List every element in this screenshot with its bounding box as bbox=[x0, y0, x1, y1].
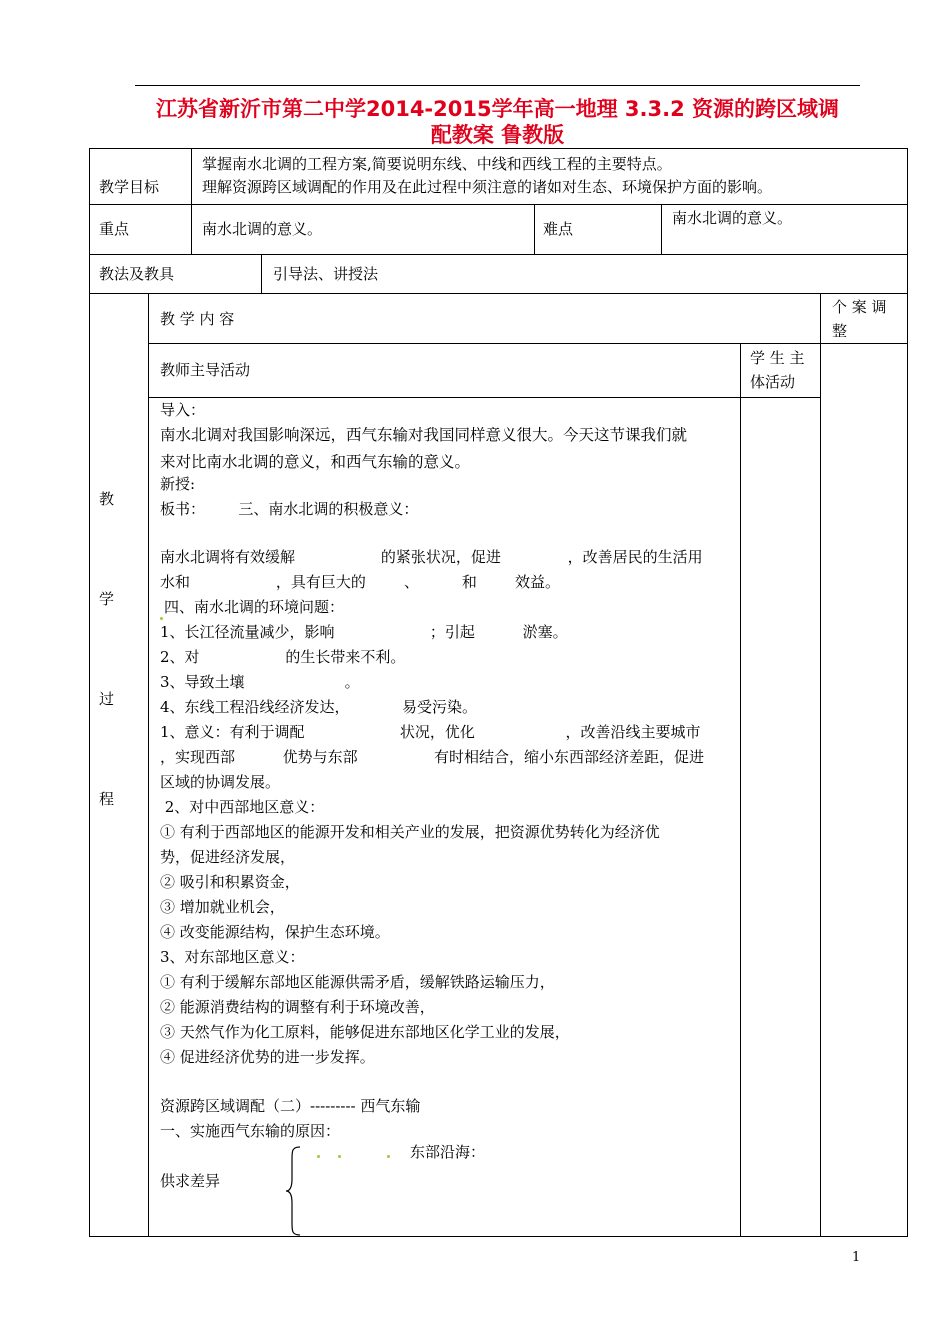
s2-title-text: 四、南水北调的环境问题： bbox=[164, 598, 345, 616]
s2-item-4: 4、东线工程沿线经济发达， 易受污染。 bbox=[160, 698, 477, 716]
process-divider-left bbox=[148, 293, 149, 1237]
s2-item-3: 3、导致土壤 。 bbox=[160, 673, 360, 691]
west-item-1: 一、实施西气东输的原因： bbox=[160, 1122, 341, 1140]
mark-dot bbox=[387, 1155, 390, 1158]
s2-title bbox=[160, 597, 344, 620]
header-rule-1 bbox=[148, 343, 908, 344]
m3-item-2: ② 能源消费结构的调整有利于环境改善， bbox=[160, 998, 435, 1016]
title-line-1: 江苏省新沂市第二中学2014-2015学年高一地理 3.3.2 资源的跨区域调 bbox=[155, 97, 840, 121]
east-coast-label: 东部沿海： bbox=[410, 1143, 486, 1161]
m2-item-4: ④ 改变能源结构，保护生态环境。 bbox=[160, 923, 390, 941]
method-value: 引导法、讲授法 bbox=[273, 265, 379, 283]
content-header: 教 学 内 容 bbox=[160, 310, 235, 328]
m1-line-1: 1、意义：有利于调配 状况，优化 ，改善沿线主要城市 bbox=[160, 723, 701, 741]
header-rule bbox=[135, 85, 860, 86]
supply-label: 供求差异 bbox=[160, 1172, 221, 1190]
side-char-1: 教 bbox=[99, 490, 115, 508]
m2-item-3: ③ 增加就业机会， bbox=[160, 898, 285, 916]
new-label: 新授: bbox=[160, 475, 196, 493]
m2-item-1a: ① 有利于西部地区的能源开发和相关产业的发展，把资源优势转化为经济优 bbox=[160, 823, 660, 841]
goal-divider bbox=[191, 148, 192, 205]
method-divider bbox=[261, 254, 262, 294]
student-header-1: 学 生 主 bbox=[750, 349, 805, 367]
goal-line-2: 理解资源跨区域调配的作用及在此过程中须注意的诸如对生态、环境保护方面的影响。 bbox=[202, 178, 773, 196]
m3-item-3: ③ 天然气作为化工原料，能够促进东部地区化学工业的发展， bbox=[160, 1023, 570, 1041]
m2-title: 2、对中西部地区意义： bbox=[160, 798, 325, 816]
student-divider bbox=[740, 343, 741, 1237]
side-char-3: 过 bbox=[99, 690, 115, 708]
m3-item-1: ① 有利于缓解东部地区能源供需矛盾，缓解铁路运输压力， bbox=[160, 973, 555, 991]
m1-line-3: 区域的协调发展。 bbox=[160, 773, 281, 791]
mark-dot bbox=[338, 1155, 341, 1158]
m3-item-4: ④ 促进经济优势的进一步发挥。 bbox=[160, 1048, 375, 1066]
personal-adjust-1: 个 案 调 bbox=[832, 298, 887, 316]
key-divider-1 bbox=[191, 204, 192, 255]
teacher-header: 教师主导活动 bbox=[160, 361, 251, 379]
s2-item-1: 1、长江径流量减少，影响 ；引起 淤塞。 bbox=[160, 623, 568, 641]
m1-line-2: ，实现西部 优势与东部 有时相结合，缩小东西部经济差距，促进 bbox=[160, 748, 704, 766]
personal-adjust-2: 整 bbox=[832, 322, 848, 340]
m3-title: 3、对东部地区意义： bbox=[160, 948, 305, 966]
key-divider-2 bbox=[534, 204, 535, 255]
key-value: 南水北调的意义。 bbox=[202, 220, 323, 238]
difficult-value: 南水北调的意义。 bbox=[672, 209, 793, 227]
side-char-2: 学 bbox=[99, 590, 115, 608]
m2-item-2: ② 吸引和积累资金， bbox=[160, 873, 300, 891]
key-label: 重点 bbox=[99, 220, 130, 238]
document-title bbox=[130, 96, 865, 148]
m2-item-1b: 势，促进经济发展， bbox=[160, 848, 296, 866]
intro-line-1: 南水北调对我国影响深远，西气东输对我国同样意义很大。今天这节课我们就 bbox=[160, 426, 688, 444]
process-divider-right bbox=[820, 293, 821, 1237]
difficult-label: 难点 bbox=[543, 220, 574, 238]
goal-line-1: 掌握南水北调的工程方案,简要说明东线、中线和西线工程的主要特点。 bbox=[202, 155, 672, 173]
s1-line-1: 南水北调将有效缓解 的紧张状况，促进 ，改善居民的生活用 bbox=[160, 548, 703, 566]
student-header-2: 体活动 bbox=[750, 373, 796, 391]
key-divider-3 bbox=[661, 204, 662, 255]
mark-dot bbox=[317, 1155, 320, 1158]
page-number: 1 bbox=[852, 1250, 861, 1265]
goal-label: 教学目标 bbox=[99, 178, 160, 196]
side-char-4: 程 bbox=[99, 790, 115, 808]
brace-icon bbox=[284, 1145, 304, 1237]
board-heading: 板书： 三、南水北调的积极意义： bbox=[160, 500, 419, 518]
intro-line-2: 来对比南水北调的意义，和西气东输的意义。 bbox=[160, 453, 471, 471]
title-line-2: 配教案 鲁教版 bbox=[430, 123, 565, 147]
method-label: 教法及教具 bbox=[99, 265, 175, 283]
s1-line-2: 水和 ，具有巨大的 、 和 效益。 bbox=[160, 573, 561, 591]
method-row bbox=[89, 254, 908, 294]
mark-dot bbox=[160, 617, 163, 620]
west-title: 资源跨区域调配（二）--------- 西气东输 bbox=[160, 1097, 421, 1115]
intro-label: 导入： bbox=[160, 401, 206, 419]
s2-item-2: 2、对 的生长带来不利。 bbox=[160, 648, 406, 666]
header-rule-2 bbox=[148, 397, 820, 398]
